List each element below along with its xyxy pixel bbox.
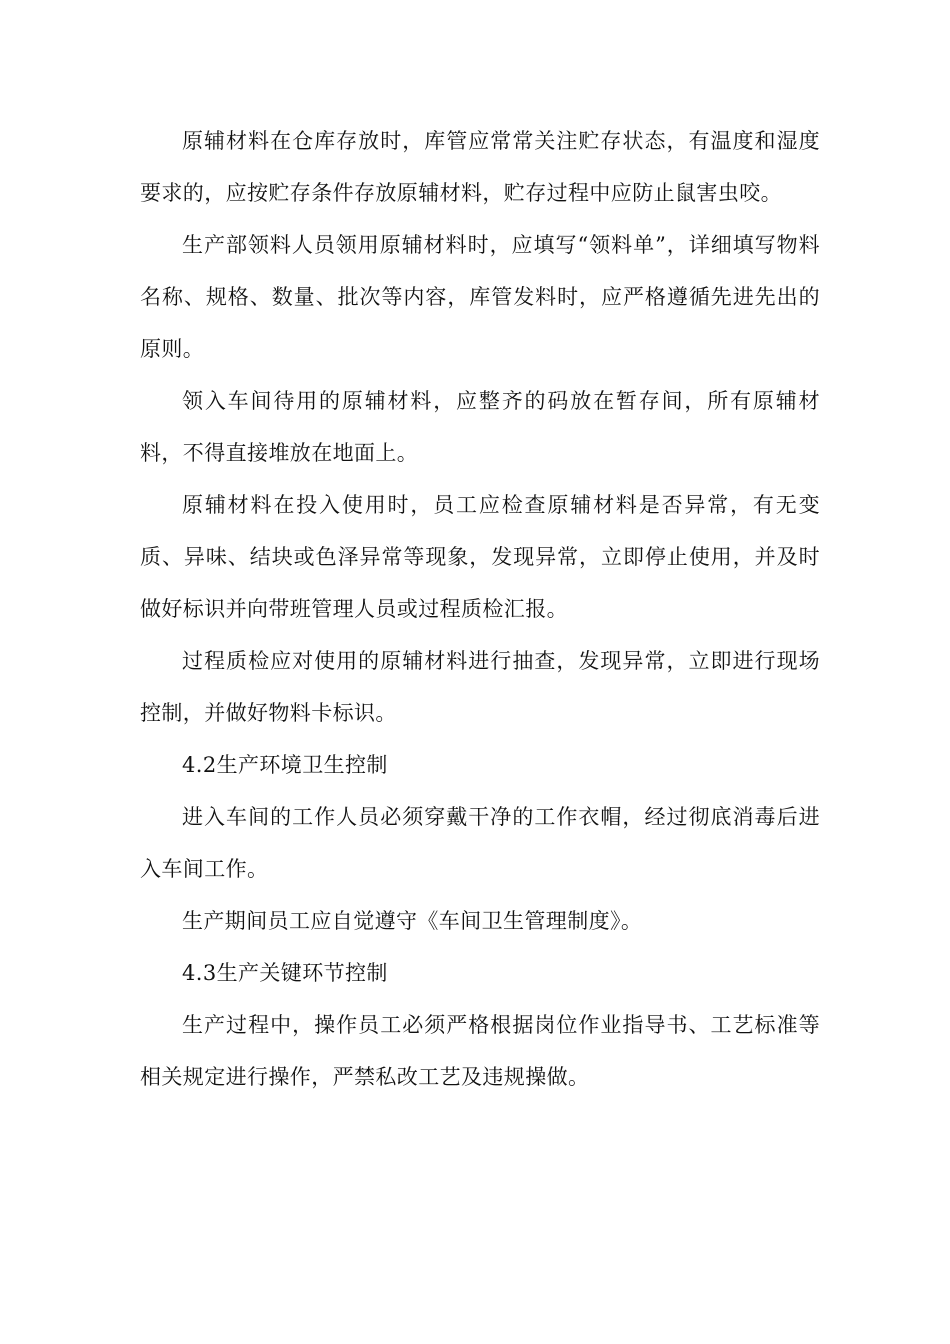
paragraph-inspection: 原辅材料在投入使用时，员工应检查原辅材料是否异常，有无变质、异味、结块或色泽异常等现象，发现异常，立即停止使用，并及时做好标识并向带班管理人员或过程质检汇报。 [140,493,820,621]
section-heading-hygiene: 4.2生产环境卫生控制 [182,753,388,777]
paragraph-operation-rules: 生产过程中，操作员工必须严格根据岗位作业指导书、工艺标准等相关规定进行操作，严禁私改工艺及违规操做。 [140,1013,820,1089]
section-heading-key-steps: 4.3生产关键环节控制 [182,961,388,985]
paragraph-hygiene-rules: 生产期间员工应自觉遵守《车间卫生管理制度》。 [182,909,643,933]
paragraph-storage: 原辅材料在仓库存放时，库管应常常关注贮存状态，有温度和湿度要求的，应按贮存条件存放原辅材料，贮存过程中应防止鼠害虫咬。 [140,129,820,205]
document-body [140,115,820,1103]
paragraph-requisition: 生产部领料人员领用原辅材料时，应填写“领料单”，详细填写物料名称、规格、数量、批次等内容，库管发料时，应严格遵循先进先出的原则。 [140,233,820,361]
paragraph-staging: 领入车间待用的原辅材料，应整齐的码放在暂存间，所有原辅材料，不得直接堆放在地面上。 [140,389,820,465]
paragraph-spot-check: 过程质检应对使用的原辅材料进行抽查，发现异常，立即进行现场控制，并做好物料卡标识。 [140,649,820,725]
paragraph-workwear: 进入车间的工作人员必须穿戴干净的工作衣帽，经过彻底消毒后进入车间工作。 [140,805,820,881]
